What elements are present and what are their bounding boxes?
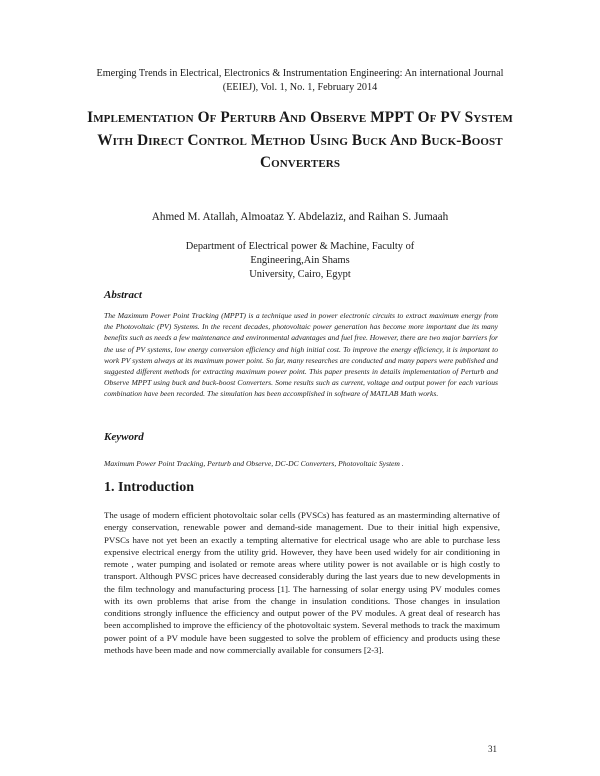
paper-title: Implementation Of Perturb And Observe MPPT Of PV System With Direct Control Method Using Buck And Buck-Boost Converters xyxy=(87,109,513,171)
journal-name: Emerging Trends in Electrical, Electronics & Instrumentation Engineering: An international Journal xyxy=(96,68,504,79)
page-number: 31 xyxy=(488,744,497,754)
introduction-text: The usage of modern efficient photovoltaic solar cells (PVSCs) has featured as an masterminding alternative of energy conservation, renewable power and demand-side management. Due to their initial high expensive, PVSCs have not yet been an exactly a tempting alternative for electrical usage who are able to purchase less expensive electrical energy from the utility grid. However, they have been used widely for air conditioning in remote , water pumping and isolated or remote areas where utility power is not available or is high costly to transport. Although PVSC prices have decreased considerably during the last years due to new developments in the film technology and manufacturing process [1]. The harnessing of solar energy using PV modules comes with its own problems that arise from the change in insulation conditions. Those changes in insulation conditions strongly influence the efficiency and output power of the PV modules. A great deal of research has been accomplished to improve the efficiency of the photovoltaic system. Several methods to track the maximum power point of a PV module have been suggested to solve the problem of efficiency and products using these methods have been made and now commercially available for consumers [2-3]. xyxy=(104,510,500,655)
affiliation-line: University, Cairo, Egypt xyxy=(249,269,351,280)
keyword-text: Maximum Power Point Tracking, Perturb and Observe, DC-DC Converters, Photovoltaic System . xyxy=(104,459,404,468)
abstract-heading: Abstract xyxy=(104,289,142,301)
abstract-text: The Maximum Power Point Tracking (MPPT) is a technique used in power electronic circuits to extract maximum energy from the Photovoltaic (PV) Systems. In the recent decades, photovoltaic power generation has become more important due its many benefits such as needs a few maintenance and environmental advantages and fuel free. However, there are two major barriers for the use of PV systems, low energy conversion efficiency and high initial cost. To improve the energy efficiency, it is important to work PV system always at its maximum power point. So far, many researches are conducted and many papers were published and suggested different methods for extracting maximum power point. This paper presents in details implementation of Perturb and Observe MPPT using buck and buck-boost Converters. Some results such as current, voltage and output power for each various combination have been recorded. The simulation has been accomplished in software of MATLAB Math works. xyxy=(104,311,498,399)
affiliation xyxy=(150,240,450,282)
affiliation-line: Department of Electrical power & Machine, Faculty of Engineering,Ain Shams xyxy=(185,241,415,266)
journal-header xyxy=(0,67,600,95)
introduction-heading: 1. Introduction xyxy=(104,480,194,495)
author-list: Ahmed M. Atallah, Almoataz Y. Abdelaziz, and Raihan S. Jumaah xyxy=(151,211,449,223)
keyword-heading: Keyword xyxy=(104,431,144,443)
journal-issue: (EEIEJ), Vol. 1, No. 1, February 2014 xyxy=(222,82,378,93)
